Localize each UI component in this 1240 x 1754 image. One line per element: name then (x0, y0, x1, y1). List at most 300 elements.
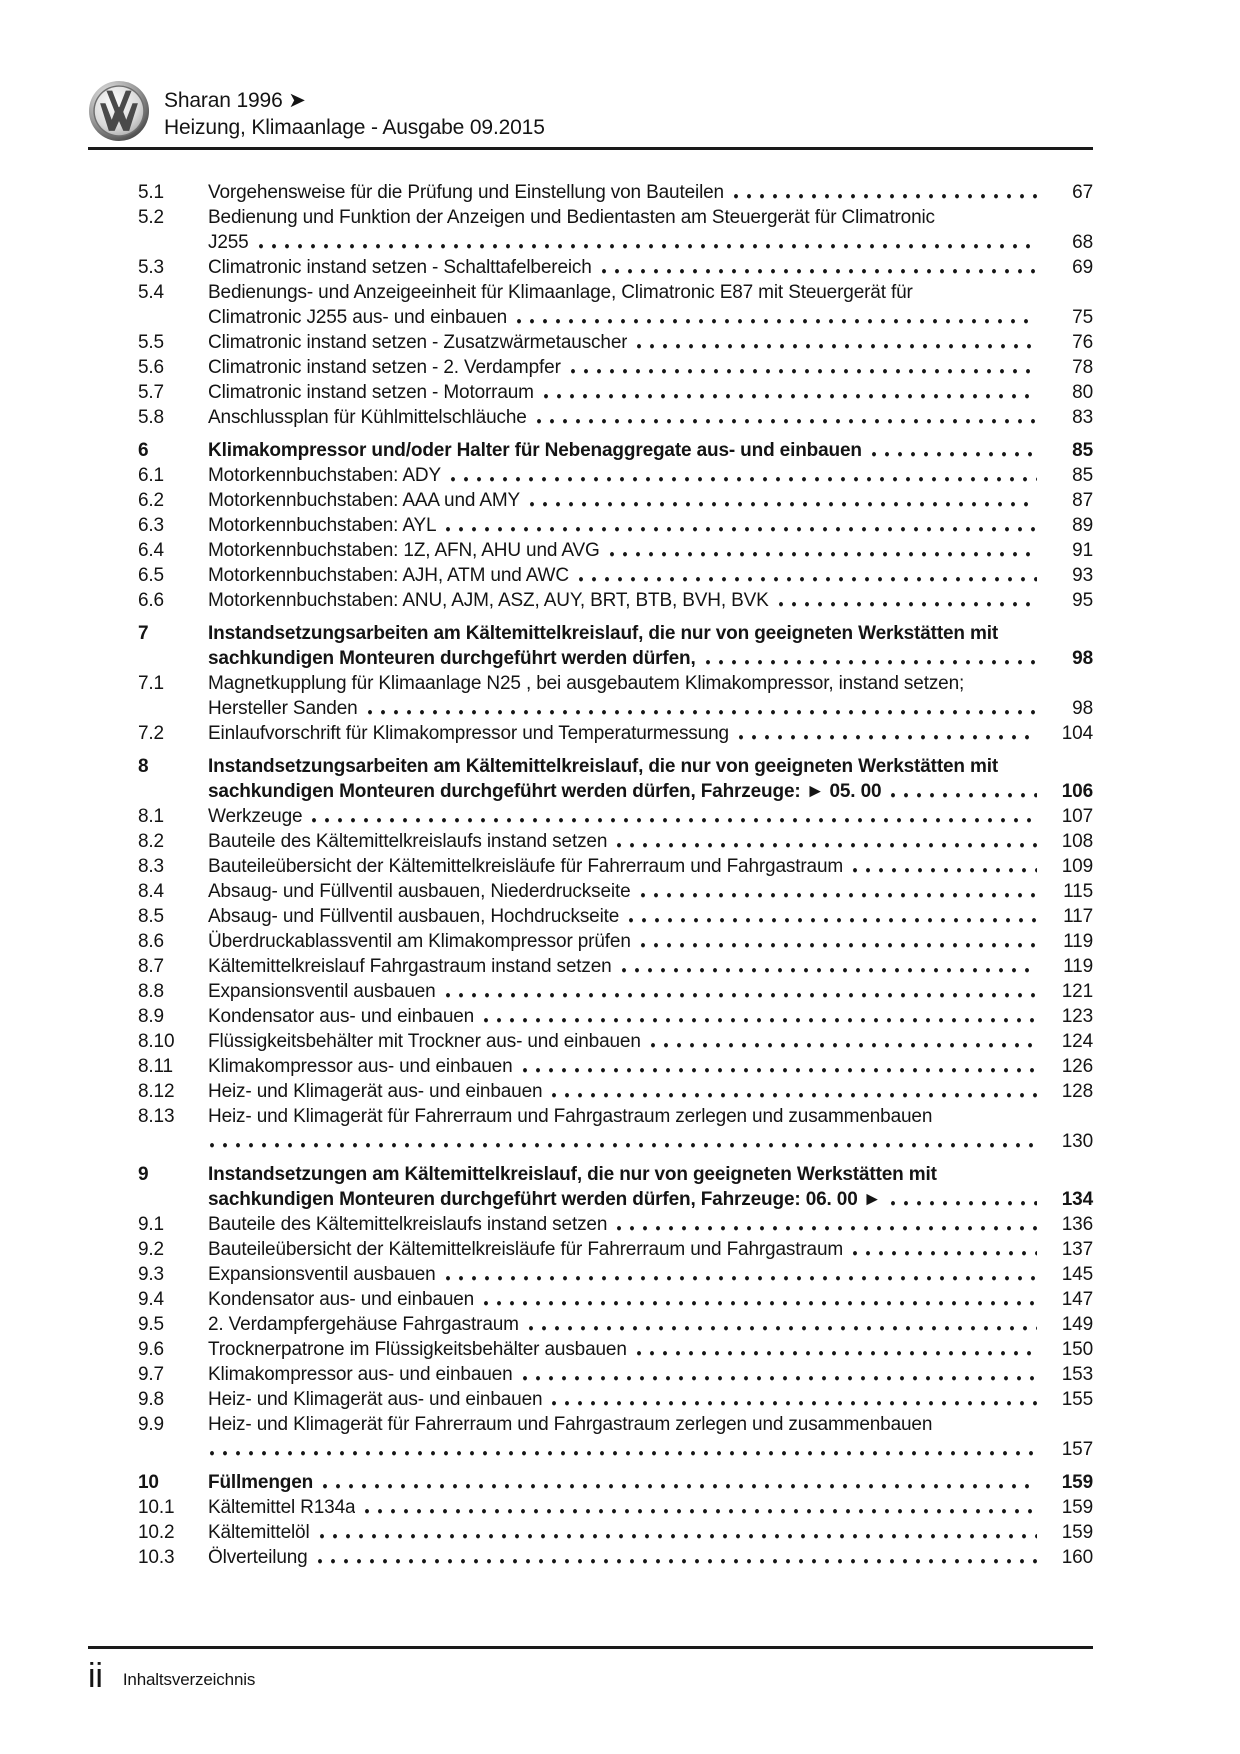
toc-entry-body (208, 979, 1093, 1004)
toc-entry (138, 588, 1093, 613)
toc-entry-page: 159 (1061, 1472, 1093, 1493)
toc-entry-body (208, 380, 1093, 405)
toc-entry-page: 136 (1061, 1214, 1093, 1235)
toc-entry-title: Hersteller Sanden (208, 698, 358, 719)
toc-entry-page: 126 (1061, 1056, 1093, 1077)
toc-entry-number: 8.7 (138, 956, 164, 977)
toc-entry-leader-line (208, 1312, 1093, 1337)
dot-leader (739, 721, 1037, 746)
toc-entry-body (208, 954, 1093, 979)
toc-entry-title: Einlaufvorschrift für Klimakompressor und Temperaturmessung (208, 723, 729, 744)
toc-entry-number: 6 (138, 440, 149, 461)
toc-entry-page: 134 (1061, 1189, 1093, 1210)
toc-entry-title: Climatronic instand setzen - Schalttafelbereich (208, 257, 592, 278)
page-header (88, 80, 1093, 150)
toc-entry-title: Ölverteilung (208, 1547, 308, 1568)
toc-entry (138, 1520, 1093, 1545)
toc-entry-number: 5.8 (138, 407, 164, 428)
toc-entry-body (208, 804, 1093, 829)
toc-entry-page: 76 (1072, 332, 1093, 353)
dot-leader (637, 1337, 1037, 1362)
toc-entry-number: 6.2 (138, 490, 164, 511)
toc-entry-page: 159 (1061, 1522, 1093, 1543)
toc-entry-leader-line (208, 1495, 1093, 1520)
toc-entry-title: Climatronic J255 aus- und einbauen (208, 307, 508, 328)
toc-entry-page: 68 (1072, 232, 1093, 253)
toc-entry-number: 9.1 (138, 1214, 164, 1235)
toc-entry (138, 1079, 1093, 1104)
toc-entry-leader-line (208, 1287, 1093, 1312)
dot-leader (641, 929, 1037, 954)
toc-entry (138, 463, 1093, 488)
toc-entry-body (208, 1545, 1093, 1570)
toc-entry-page: 106 (1061, 781, 1093, 802)
toc-entry-leader-line (208, 180, 1093, 205)
toc-entry-title: Motorkennbuchstaben: AYL (208, 515, 437, 536)
toc-entry-body (208, 255, 1093, 280)
dot-leader (365, 1495, 1037, 1520)
toc-entry (138, 513, 1093, 538)
toc-entry (138, 1054, 1093, 1079)
toc-entry-page: 69 (1072, 257, 1093, 278)
toc-entry (138, 563, 1093, 588)
toc-entry (138, 879, 1093, 904)
toc-entry-page: 119 (1063, 931, 1093, 952)
dot-leader (571, 355, 1037, 380)
dot-leader (259, 230, 1037, 255)
toc-entry-title: sachkundigen Monteuren durchgeführt werden dürfen, Fahrzeuge: ► 05. 00 (208, 781, 882, 802)
dot-leader (210, 1129, 1037, 1154)
toc-entry-number: 8.11 (138, 1056, 173, 1077)
toc-entry (138, 1412, 1093, 1462)
toc-entry (138, 1495, 1093, 1520)
toc-entry-page: 80 (1072, 382, 1093, 403)
dot-leader (602, 255, 1037, 280)
toc-entry-page: 89 (1072, 515, 1093, 536)
toc-entry (138, 1004, 1093, 1029)
toc-entry-leader-line (208, 1387, 1093, 1412)
toc-entry-title: Füllmengen (208, 1472, 314, 1493)
toc-entry-title-line: Instandsetzungsarbeiten am Kältemittelkreislauf, die nur von geeigneten Werkstätten mit (208, 756, 999, 777)
toc-entry-title: Überdruckablassventil am Klimakompressor prüfen (208, 931, 631, 952)
toc-entry-leader-line (208, 1129, 1093, 1154)
toc-entry-leader-line (208, 1362, 1093, 1387)
toc-entry-leader-line (208, 230, 1093, 255)
toc-entry-body (208, 1162, 1093, 1212)
toc-entry-title: Kältemittelkreislauf Fahrgastraum instand setzen (208, 956, 612, 977)
toc-entry (138, 1029, 1093, 1054)
toc-entry-title: Bauteileübersicht der Kältemittelkreisläufe für Fahrerraum und Fahrgastraum (208, 1239, 844, 1260)
dot-leader (312, 804, 1037, 829)
dot-leader (544, 380, 1037, 405)
toc-entry-body (208, 1312, 1093, 1337)
toc-entry-leader-line (208, 563, 1093, 588)
toc-entry-page: 123 (1061, 1006, 1093, 1027)
toc-entry-leader-line (208, 538, 1093, 563)
toc-entry-number: 8.9 (138, 1006, 164, 1027)
dot-leader (552, 1079, 1037, 1104)
toc-entry-number: 7.2 (138, 723, 164, 744)
dot-leader (637, 330, 1037, 355)
toc-entry-leader-line (208, 488, 1093, 513)
toc-entry-leader-line (208, 646, 1093, 671)
toc-entry (138, 1162, 1093, 1212)
toc-entry-leader-line (208, 1262, 1093, 1287)
toc-entry (138, 671, 1093, 721)
toc-entry-page: 119 (1063, 956, 1093, 977)
toc-entry-body (208, 1287, 1093, 1312)
toc-entry-leader-line (208, 1212, 1093, 1237)
header-manual-subtitle: Heizung, Klimaanlage - Ausgabe 09.2015 (164, 116, 545, 139)
toc-entry-page: 160 (1061, 1547, 1093, 1568)
dot-leader (872, 438, 1037, 463)
toc-entry-body (208, 1079, 1093, 1104)
toc-entry-body (208, 1054, 1093, 1079)
dot-leader (622, 954, 1037, 979)
toc-entry (138, 1287, 1093, 1312)
toc-entry-title: Klimakompressor aus- und einbauen (208, 1056, 513, 1077)
toc-entry-page: 157 (1061, 1439, 1093, 1460)
toc-entry-leader-line (208, 1437, 1093, 1462)
toc-entry (138, 804, 1093, 829)
toc-entry-page: 104 (1061, 723, 1093, 744)
toc-entry-title-line: Instandsetzungsarbeiten am Kältemittelkreislauf, die nur von geeigneten Werkstätten mit (208, 623, 999, 644)
dot-leader (891, 779, 1037, 804)
toc-entry-leader-line (208, 513, 1093, 538)
toc-entry-number: 5.3 (138, 257, 164, 278)
dot-leader (610, 538, 1037, 563)
toc-entry (138, 1262, 1093, 1287)
toc-entry (138, 1362, 1093, 1387)
toc-entry-title: Vorgehensweise für die Prüfung und Einstellung von Bauteilen (208, 182, 724, 203)
toc-entry-body (208, 904, 1093, 929)
toc-entry (138, 1212, 1093, 1237)
toc-entry-leader-line (208, 696, 1093, 721)
toc-entry-title: Heiz- und Klimagerät aus- und einbauen (208, 1389, 543, 1410)
vw-logo-icon (88, 80, 150, 142)
toc-entry-title: Motorkennbuchstaben: AJH, ATM und AWC (208, 565, 569, 586)
toc-entry-title-line: Bedienungs- und Anzeigeeinheit für Klimaanlage, Climatronic E87 mit Steuergerät für (208, 282, 913, 303)
toc-entry-number: 8.4 (138, 881, 164, 902)
toc-entry-number: 5.6 (138, 357, 164, 378)
toc-entry (138, 538, 1093, 563)
toc-entry-number: 5.4 (138, 282, 164, 303)
toc-entry-body (208, 1029, 1093, 1054)
toc-entry-page: 130 (1061, 1131, 1093, 1152)
toc-entry (138, 1387, 1093, 1412)
toc-entry-title: Climatronic instand setzen - Zusatzwärmetauscher (208, 332, 628, 353)
toc-entry-body (208, 929, 1093, 954)
toc-entry-number: 8.13 (138, 1106, 175, 1127)
toc-entry-number: 9.3 (138, 1264, 164, 1285)
toc-entry-page: 107 (1061, 806, 1093, 827)
toc-entry-page: 145 (1061, 1264, 1093, 1285)
toc-entry-number: 8.3 (138, 856, 164, 877)
toc-entry-number: 9.7 (138, 1364, 164, 1385)
toc-entry-leader-line (208, 954, 1093, 979)
toc-entry-title: sachkundigen Monteuren durchgeführt werden dürfen, (208, 648, 696, 669)
toc-entry-number: 8.5 (138, 906, 164, 927)
toc-entry-number: 8.6 (138, 931, 164, 952)
toc-entry-title: Klimakompressor aus- und einbauen (208, 1364, 513, 1385)
dot-leader (484, 1287, 1037, 1312)
toc-entry-title: Kältemittelöl (208, 1522, 310, 1543)
toc-entry-page: 85 (1072, 465, 1093, 486)
toc-entry (138, 904, 1093, 929)
toc-entry-page: 78 (1072, 357, 1093, 378)
toc-entry-page: 121 (1061, 981, 1093, 1002)
toc-entry-leader-line (208, 1520, 1093, 1545)
toc-entry-page: 85 (1072, 440, 1093, 461)
toc-entry-body (208, 1212, 1093, 1237)
toc-entry (138, 330, 1093, 355)
toc-entry (138, 954, 1093, 979)
toc-entry-number: 9 (138, 1164, 149, 1185)
toc-entry-body (208, 879, 1093, 904)
table-of-contents (138, 180, 1093, 1570)
toc-entry-leader-line (208, 1337, 1093, 1362)
toc-entry-title: Klimakompressor und/oder Halter für Nebenaggregate aus- und einbauen (208, 440, 862, 461)
toc-entry-title: Climatronic instand setzen - Motorraum (208, 382, 534, 403)
toc-entry-body (208, 1104, 1093, 1154)
toc-entry-title: Anschlussplan für Kühlmittelschläuche (208, 407, 527, 428)
toc-entry-number: 9.2 (138, 1239, 164, 1260)
dot-leader (537, 405, 1037, 430)
toc-entry-page: 150 (1061, 1339, 1093, 1360)
toc-entry-leader-line (208, 1237, 1093, 1262)
toc-entry (138, 621, 1093, 671)
toc-entry-leader-line (208, 879, 1093, 904)
toc-entry-page: 117 (1063, 906, 1093, 927)
toc-entry-body (208, 1262, 1093, 1287)
dot-leader (484, 1004, 1037, 1029)
toc-entry (138, 1337, 1093, 1362)
toc-entry-leader-line (208, 438, 1093, 463)
toc-entry-number: 7 (138, 623, 149, 644)
toc-entry-leader-line (208, 463, 1093, 488)
toc-entry-page: 93 (1072, 565, 1093, 586)
toc-entry (138, 438, 1093, 463)
dot-leader (320, 1520, 1037, 1545)
toc-entry (138, 754, 1093, 804)
toc-entry-page: 67 (1072, 182, 1093, 203)
footer-page-number: ii (88, 1657, 103, 1695)
toc-entry-body (208, 513, 1093, 538)
toc-entry-number: 6.3 (138, 515, 164, 536)
toc-entry-page: 155 (1061, 1389, 1093, 1410)
toc-entry-number: 6.6 (138, 590, 164, 611)
toc-entry-page: 147 (1061, 1289, 1093, 1310)
toc-entry-page: 153 (1061, 1364, 1093, 1385)
toc-entry-body (208, 438, 1093, 463)
toc-entry-leader-line (208, 1187, 1093, 1212)
toc-entry-number: 9.9 (138, 1414, 164, 1435)
dot-leader (617, 829, 1037, 854)
toc-entry (138, 721, 1093, 746)
toc-entry-title: Flüssigkeitsbehälter mit Trockner aus- und einbauen (208, 1031, 641, 1052)
toc-entry-number: 5.7 (138, 382, 164, 403)
dot-leader (779, 588, 1037, 613)
toc-entry-body (208, 1412, 1093, 1462)
toc-entry-body (208, 280, 1093, 330)
toc-entry-body (208, 538, 1093, 563)
toc-entry-page: 87 (1072, 490, 1093, 511)
toc-entry-number: 8.2 (138, 831, 164, 852)
toc-entry-title: Expansionsventil ausbauen (208, 981, 436, 1002)
toc-entry-leader-line (208, 904, 1093, 929)
page-footer (88, 1646, 1093, 1695)
toc-entry-title: 2. Verdampfergehäuse Fahrgastraum (208, 1314, 519, 1335)
toc-entry-page: 124 (1061, 1031, 1093, 1052)
dot-leader (617, 1212, 1037, 1237)
toc-entry-title: Bauteile des Kältemittelkreislaufs instand setzen (208, 1214, 608, 1235)
toc-entry-number: 9.6 (138, 1339, 164, 1360)
toc-entry-leader-line (208, 854, 1093, 879)
toc-entry-page: 98 (1072, 698, 1093, 719)
toc-entry-title: Kältemittel R134a (208, 1497, 356, 1518)
dot-leader (318, 1545, 1037, 1570)
toc-entry-body (208, 1470, 1093, 1495)
toc-entry-leader-line (208, 1470, 1093, 1495)
toc-entry-body (208, 1387, 1093, 1412)
toc-entry-leader-line (208, 405, 1093, 430)
dot-leader (523, 1054, 1038, 1079)
toc-entry-body (208, 1337, 1093, 1362)
toc-entry-body (208, 671, 1093, 721)
toc-entry-title-line: Heiz- und Klimagerät für Fahrerraum und Fahrgastraum zerlegen und zusammenbauen (208, 1106, 933, 1127)
dot-leader (446, 513, 1037, 538)
dot-leader (523, 1362, 1038, 1387)
toc-entry-body (208, 1004, 1093, 1029)
toc-entry-page: 83 (1072, 407, 1093, 428)
toc-entry (138, 405, 1093, 430)
dot-leader (210, 1437, 1037, 1462)
toc-entry-title: Trocknerpatrone im Flüssigkeitsbehälter ausbauen (208, 1339, 627, 1360)
toc-entry-page: 128 (1061, 1081, 1093, 1102)
toc-entry-title: sachkundigen Monteuren durchgeführt werden dürfen, Fahrzeuge: 06. 00 ► (208, 1189, 882, 1210)
footer-section-label: Inhaltsverzeichnis (122, 1670, 256, 1689)
toc-entry-title: Motorkennbuchstaben: 1Z, AFN, AHU und AVG (208, 540, 600, 561)
toc-entry-leader-line (208, 721, 1093, 746)
toc-entry-body (208, 588, 1093, 613)
dot-leader (517, 305, 1037, 330)
toc-entry-title-line: Instandsetzungen am Kältemittelkreislauf, die nur von geeigneten Werkstätten mit (208, 1164, 937, 1185)
dot-leader (368, 696, 1037, 721)
toc-entry-page: 137 (1061, 1239, 1093, 1260)
toc-entry-body (208, 563, 1093, 588)
dot-leader (323, 1470, 1037, 1495)
toc-entry-page: 98 (1072, 648, 1093, 669)
toc-entry-number: 6.4 (138, 540, 164, 561)
toc-entry-number: 5.2 (138, 207, 164, 228)
toc-entry (138, 280, 1093, 330)
dot-leader (552, 1387, 1037, 1412)
dot-leader (629, 904, 1037, 929)
toc-entry (138, 488, 1093, 513)
toc-entry-leader-line (208, 1545, 1093, 1570)
dot-leader (446, 979, 1037, 1004)
toc-entry-number: 7.1 (138, 673, 164, 694)
toc-entry-number: 9.8 (138, 1389, 164, 1410)
toc-entry-body (208, 405, 1093, 430)
toc-entry (138, 829, 1093, 854)
toc-entry-body (208, 721, 1093, 746)
toc-entry-number: 8.1 (138, 806, 164, 827)
toc-entry (138, 1237, 1093, 1262)
toc-entry-title: Expansionsventil ausbauen (208, 1264, 436, 1285)
dot-leader (530, 488, 1037, 513)
toc-entry-title: Heiz- und Klimagerät aus- und einbauen (208, 1081, 543, 1102)
toc-entry-body (208, 1362, 1093, 1387)
toc-entry (138, 355, 1093, 380)
toc-entry-title: Bauteile des Kältemittelkreislaufs instand setzen (208, 831, 608, 852)
toc-entry-number: 6.1 (138, 465, 164, 486)
toc-entry-number: 9.4 (138, 1289, 164, 1310)
dot-leader (579, 563, 1037, 588)
toc-entry-body (208, 829, 1093, 854)
toc-entry-title: Motorkennbuchstaben: AAA und AMY (208, 490, 521, 511)
toc-entry-title-line: Heiz- und Klimagerät für Fahrerraum und Fahrgastraum zerlegen und zusammenbauen (208, 1414, 933, 1435)
toc-entry-body (208, 355, 1093, 380)
toc-entry-page: 91 (1072, 540, 1093, 561)
toc-entry-page: 115 (1063, 881, 1093, 902)
dot-leader (651, 1029, 1037, 1054)
toc-entry-body (208, 621, 1093, 671)
toc-entry-body (208, 1237, 1093, 1262)
toc-entry-page: 95 (1072, 590, 1093, 611)
toc-entry-body (208, 488, 1093, 513)
toc-entry-leader-line (208, 929, 1093, 954)
toc-entry-body (208, 754, 1093, 804)
toc-entry-number: 10.1 (138, 1497, 175, 1518)
toc-entry-title-line: Bedienung und Funktion der Anzeigen und Bedientasten am Steuergerät für Climatronic (208, 207, 935, 228)
toc-entry-title: Motorkennbuchstaben: ADY (208, 465, 441, 486)
toc-entry-leader-line (208, 979, 1093, 1004)
toc-entry-leader-line (208, 1004, 1093, 1029)
toc-entry-leader-line (208, 330, 1093, 355)
toc-entry-title: Climatronic instand setzen - 2. Verdampfer (208, 357, 561, 378)
toc-entry-title-line: Magnetkupplung für Klimaanlage N25 , bei ausgebautem Klimakompressor, instand setzen; (208, 673, 965, 694)
toc-entry-title: Motorkennbuchstaben: ANU, AJM, ASZ, AUY, BRT, BTB, BVH, BVK (208, 590, 769, 611)
toc-entry-page: 108 (1061, 831, 1093, 852)
toc-entry-leader-line (208, 779, 1093, 804)
toc-entry-title: Werkzeuge (208, 806, 303, 827)
toc-entry-leader-line (208, 355, 1093, 380)
toc-entry-title: Bauteileübersicht der Kältemittelkreisläufe für Fahrerraum und Fahrgastraum (208, 856, 844, 877)
toc-entry-number: 5.5 (138, 332, 164, 353)
toc-entry-number: 8.12 (138, 1081, 175, 1102)
toc-entry-title: Kondensator aus- und einbauen (208, 1289, 475, 1310)
toc-entry-leader-line (208, 588, 1093, 613)
toc-entry-number: 10 (138, 1472, 159, 1493)
toc-entry-leader-line (208, 380, 1093, 405)
dot-leader (641, 879, 1037, 904)
toc-entry-body (208, 330, 1093, 355)
toc-entry-body (208, 205, 1093, 255)
dot-leader (734, 180, 1037, 205)
toc-entry-body (208, 1495, 1093, 1520)
toc-entry (138, 255, 1093, 280)
toc-entry-leader-line (208, 829, 1093, 854)
toc-entry (138, 1104, 1093, 1154)
toc-entry-body (208, 854, 1093, 879)
toc-entry-number: 5.1 (138, 182, 164, 203)
toc-entry (138, 854, 1093, 879)
toc-entry-number: 10.2 (138, 1522, 175, 1543)
toc-entry (138, 1312, 1093, 1337)
toc-entry (138, 1470, 1093, 1495)
toc-entry-number: 9.5 (138, 1314, 164, 1335)
